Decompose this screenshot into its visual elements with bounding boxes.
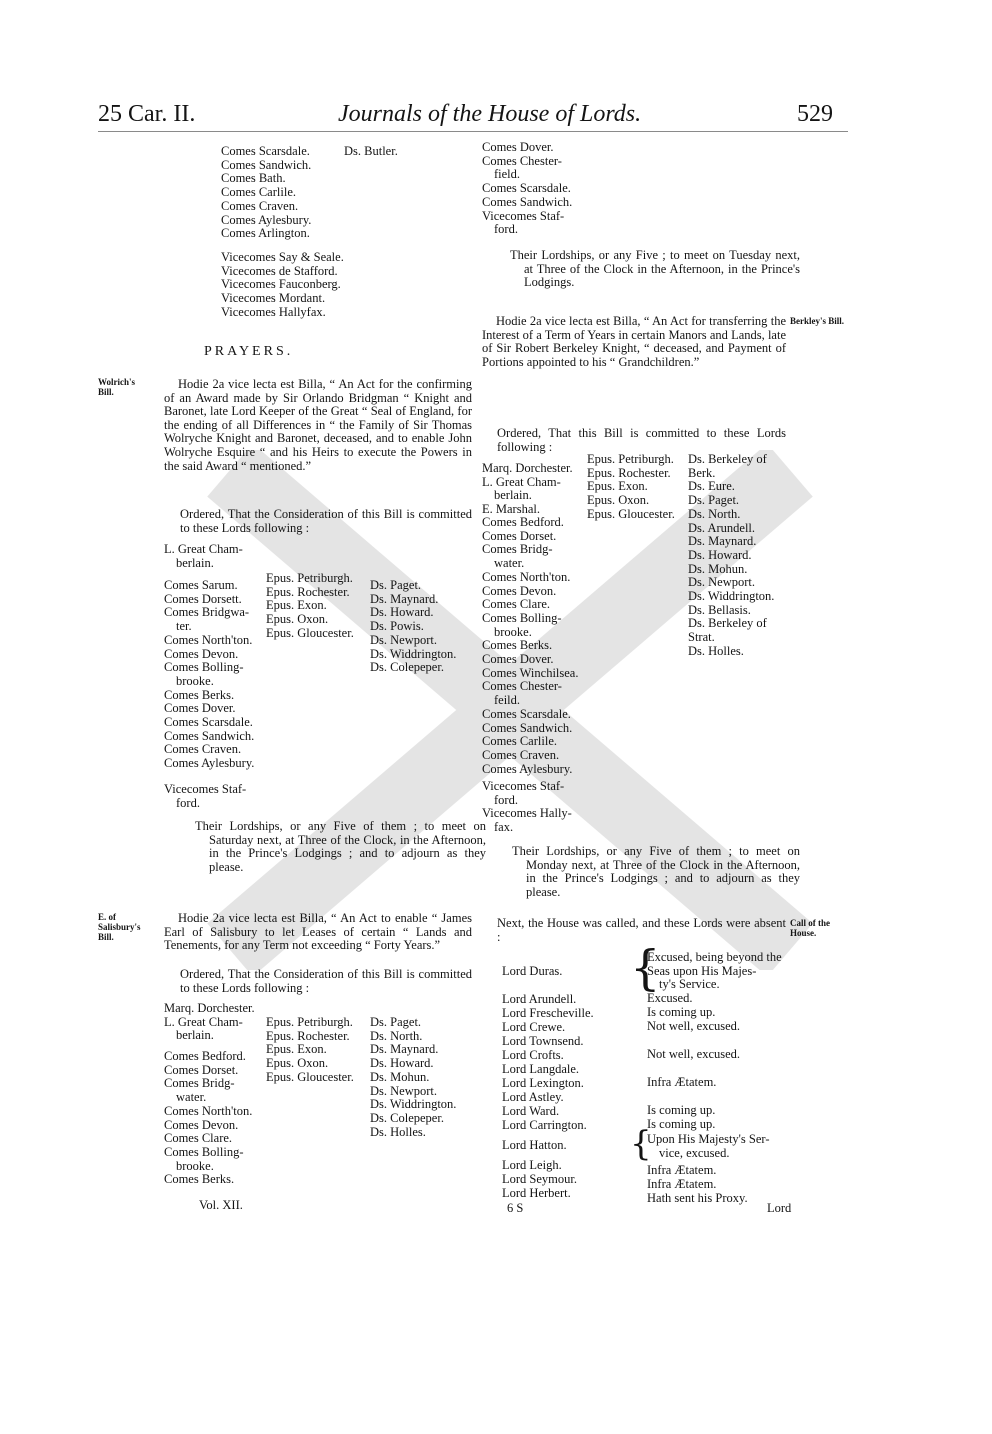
- catchword: Lord: [767, 1201, 792, 1215]
- list-item: Ds. Howard.: [688, 547, 752, 562]
- list-item: Comes Dover.: [164, 701, 236, 716]
- absent-lord: Lord Crewe.: [502, 1020, 566, 1034]
- list-item: Ds. Newport.: [370, 632, 438, 647]
- absent-lord: Lord Seymour.: [502, 1172, 577, 1186]
- list-item: Marq. Dorchester.: [164, 1001, 255, 1015]
- list-item: Comes Bolling-: [482, 610, 562, 625]
- list-item: Comes Scarsdale.: [482, 181, 571, 196]
- list-item: vice, excused.: [659, 1145, 730, 1160]
- list-item: Comes Devon.: [164, 646, 239, 661]
- list-item: Comes Bolling-: [164, 1144, 244, 1159]
- volume-footer: Vol. XII.: [199, 1198, 243, 1212]
- list-item: Comes Aylesbury.: [482, 761, 573, 776]
- list-item: Ds. Paget.: [370, 578, 422, 592]
- duras-reason: [647, 951, 782, 992]
- signature-mark: 6 S: [507, 1201, 524, 1215]
- list-item: Comes Scarsdale.: [221, 144, 310, 158]
- list-item: berlain.: [176, 1028, 214, 1043]
- absent-reason: Infra Ætatem.: [647, 1177, 717, 1191]
- list-item: Comes Dorset.: [482, 528, 557, 543]
- list1-ds: [370, 579, 456, 675]
- absent-lord: Lord Duras.: [502, 964, 563, 978]
- absent-reason: Excused.: [647, 991, 693, 1005]
- list-item: Comes Bridg-: [482, 542, 553, 557]
- absent-lord: Lord Langdale.: [502, 1062, 580, 1076]
- absent-reason: Infra Ætatem.: [647, 1163, 717, 1177]
- list-item: L. Great Cham-: [164, 542, 243, 556]
- list-item: Excused, being beyond the: [647, 950, 782, 964]
- list-item: Upon His Majesty's Ser-: [647, 1132, 770, 1146]
- list-item: Ds. Widdrington.: [370, 1097, 457, 1112]
- absent-lord: Lord Ward.: [502, 1104, 560, 1118]
- list-item: Ds. North.: [370, 1028, 423, 1043]
- list-item: Ds. Maynard.: [688, 534, 757, 549]
- list-item: Vicecomes Hallyfax.: [221, 304, 326, 319]
- list-item: water.: [494, 556, 525, 571]
- list-item: Comes North'ton.: [164, 632, 253, 647]
- list-item: Ds. Newport.: [688, 575, 756, 590]
- list-item: Strat.: [688, 630, 715, 645]
- absent-reason: Not well, excused.: [647, 1019, 741, 1033]
- absent-lord: Lord Leigh.: [502, 1158, 562, 1172]
- absent-lord: Lord Lexington.: [502, 1076, 584, 1090]
- list-item: Comes Bath.: [221, 171, 286, 186]
- absent-lord: Lord Frescheville.: [502, 1006, 594, 1020]
- list-item: Ds. Newport.: [370, 1083, 438, 1098]
- list-item: Comes Dorsett.: [164, 591, 242, 606]
- list-item: Epus. Oxon.: [266, 1056, 329, 1071]
- list-item: Comes Sandwich.: [164, 728, 255, 743]
- list-item: E. Marshal.: [482, 502, 540, 517]
- list-item: Epus. Rochester.: [266, 1028, 350, 1043]
- list-item: Comes Winchilsea.: [482, 665, 579, 680]
- list-item: Comes Sandwich.: [221, 157, 312, 172]
- absent-lord: Lord Hatton.: [502, 1138, 567, 1152]
- list-item: Epus. Rochester.: [266, 584, 350, 599]
- absent-lord: Lord Herbert.: [502, 1186, 571, 1200]
- list-item: Comes Bridgwa-: [164, 605, 250, 620]
- list-item: Comes Aylesbury.: [221, 212, 312, 227]
- list-item: Vicecomes Hally-: [482, 806, 572, 821]
- absent-lord: Lord Crofts.: [502, 1048, 564, 1062]
- list-item: L. Great Cham-: [482, 474, 561, 489]
- list-item: Epus. Rochester.: [587, 465, 671, 480]
- list-item: Comes Clare.: [482, 597, 551, 612]
- list2-ds: [370, 1016, 456, 1139]
- list-item: Epus. Exon.: [266, 1042, 327, 1057]
- list-item: Comes Craven.: [164, 742, 242, 757]
- list1-comes: [164, 579, 254, 771]
- list-item: Ds. Widdrington.: [370, 646, 457, 661]
- col2-top-list: [482, 141, 572, 237]
- meet-top: Their Lordships, or any Five ; to meet on Tuesday next, at Three of the Clock in the Afternoon, in the Prince's Lodgings.: [510, 248, 800, 290]
- list2-epus: [266, 1016, 354, 1085]
- list-item: brooke.: [494, 624, 532, 639]
- list-item: Comes Craven.: [221, 198, 299, 213]
- list-item: feild.: [494, 693, 521, 708]
- margin-note-wolrich: Wolrich's Bill.: [98, 377, 136, 397]
- header-rule: [98, 131, 848, 132]
- list2-first: [164, 1002, 255, 1043]
- absent-reason: Is coming up.: [647, 1005, 716, 1019]
- list-item: Epus. Exon.: [266, 598, 327, 613]
- list-item: Comes Bedford.: [482, 515, 564, 529]
- margin-note-salisbury: E. of Salisbury's Bill.: [98, 912, 141, 942]
- list-item: Vicecomes Say & Seale.: [221, 250, 344, 264]
- list-item: Ds. Berkeley of: [688, 452, 767, 466]
- list-item: Comes Bridg-: [164, 1076, 235, 1091]
- list3-epus: [587, 453, 675, 522]
- list-item: Vicecomes Staf-: [164, 782, 247, 796]
- absent-reason: Is coming up.: [647, 1103, 716, 1117]
- list-item: Marq. Dorchester.: [482, 461, 573, 475]
- list-item: Comes Sandwich.: [482, 720, 573, 735]
- list-item: Comes North'ton.: [482, 569, 571, 584]
- list3-vice: [482, 780, 572, 835]
- list-item: Comes Berks.: [164, 687, 235, 702]
- list-item: Comes Scarsdale.: [164, 715, 253, 730]
- list1-first: [164, 543, 243, 570]
- list3-first: [482, 462, 573, 517]
- list-item: Ds. Maynard.: [370, 591, 439, 606]
- list-item: Comes Clare.: [164, 1131, 233, 1146]
- ordered-berkley: Ordered, That this Bill is committed to these Lords following :: [497, 426, 786, 454]
- list1-epus: [266, 572, 354, 641]
- list-item: Ds. North.: [688, 506, 741, 521]
- list-item: Comes Chester-: [482, 679, 562, 694]
- list-item: ty's Service.: [659, 977, 720, 992]
- col1-top-comes: [221, 145, 311, 241]
- meet-wolrich: Their Lordships, or any Five of them ; to meet on Saturday next, at Three of the Clock, in the Afternoon, in the Prince's Lodgings ; and to adjourn as they please.: [195, 819, 486, 874]
- list-item: ford.: [494, 792, 518, 807]
- absent-reason: Is coming up.: [647, 1117, 716, 1131]
- list-item: Comes Chester-: [482, 153, 562, 168]
- absent-lord: Lord Townsend.: [502, 1034, 584, 1048]
- list-item: L. Great Cham-: [164, 1014, 243, 1029]
- absent-reason: Infra Ætatem.: [647, 1075, 717, 1089]
- list2-comes: [164, 1050, 252, 1187]
- list-item: Epus. Gloucester.: [266, 1069, 354, 1084]
- header-left: 25 Car. II.: [98, 101, 196, 127]
- list-item: Ds. Holles.: [370, 1124, 426, 1139]
- list-item: Ds. Mohun.: [688, 561, 748, 576]
- list-item: Comes North'ton.: [164, 1103, 253, 1118]
- list-item: Comes Berks.: [482, 638, 553, 653]
- para-wolrich-bill: Hodie 2a vice lecta est Billa, “ An Act for the confirming of an Award made by Sir Orlando Bridgman “ Knight and Baronet, late Lord Keeper of the Great “ Seal of England, for the ending of all Differences in “ the Family of Sir Thomas Wolryche Knight and Baronet, deceased, and to enable John Wolryche Esquire “ and his Heirs to execute the Powers in the said Award “ mentioned.”: [164, 377, 472, 473]
- list-item: berlain.: [176, 555, 214, 570]
- list3-ds: [688, 453, 774, 659]
- absent-lord: Lord Carrington.: [502, 1118, 587, 1132]
- list-item: Comes Craven.: [482, 747, 560, 762]
- list-item: Comes Sarum.: [164, 578, 238, 592]
- margin-note-berkley: Berkley's Bill.: [790, 316, 844, 326]
- page-number: 529: [797, 101, 833, 127]
- list-item: Ds. Howard.: [370, 605, 434, 620]
- list-item: Comes Berks.: [164, 1172, 235, 1187]
- list-item: Comes Bedford.: [164, 1049, 246, 1063]
- brace-duras: {: [630, 940, 661, 996]
- hatton-reason: [647, 1133, 769, 1160]
- list-item: Seas upon His Majes-: [647, 963, 757, 978]
- list-item: Comes Dorset.: [164, 1062, 239, 1077]
- list-item: Ds. Paget.: [370, 1015, 422, 1029]
- list-item: water.: [176, 1090, 207, 1105]
- list-item: field.: [494, 167, 521, 182]
- list-item: Ds. Colepeper.: [370, 1110, 444, 1125]
- page-title: Journals of the House of Lords.: [338, 101, 642, 127]
- list-item: Ds. Maynard.: [370, 1042, 439, 1057]
- absent-reason: Not well, excused.: [647, 1047, 741, 1061]
- list-item: Comes Carlile.: [482, 734, 557, 749]
- list-item: Ds. Holles.: [688, 643, 744, 658]
- call-of-house: Next, the House was called, and these Lords were absent :: [497, 916, 786, 944]
- absent-lord: Lord Astley.: [502, 1090, 564, 1104]
- list-item: Epus. Gloucester.: [587, 506, 675, 521]
- list-item: brooke.: [176, 1158, 214, 1173]
- list-item: Ds. Widdrington.: [688, 589, 775, 604]
- list-item: berlain.: [494, 488, 532, 503]
- col1-top-ds: Ds. Butler.: [344, 144, 398, 158]
- list-item: Ds. Powis.: [370, 619, 424, 634]
- list-item: ford.: [494, 222, 518, 237]
- list-item: Epus. Gloucester.: [266, 625, 354, 640]
- list-item: Vicecomes Staf-: [482, 779, 565, 793]
- margin-note-call: Call of the House.: [790, 918, 830, 938]
- list-item: Comes Carlile.: [221, 185, 296, 200]
- list3-comes: [482, 516, 578, 776]
- list-item: Comes Bolling-: [164, 660, 244, 675]
- para-salisbury-bill: Hodie 2a vice lecta est Billa, “ An Act to enable “ James Earl of Salisbury to let Leases of certain “ Lands and Tenements, for any Term not exceeding “ Forty Years.”: [164, 911, 472, 953]
- list-item: Vicecomes Fauconberg.: [221, 277, 341, 292]
- list-item: Epus. Petriburgh.: [266, 571, 353, 585]
- list-item: Ds. Colepeper.: [370, 660, 444, 675]
- list-item: Comes Devon.: [482, 583, 557, 598]
- list-item: Vicecomes de Stafford.: [221, 263, 338, 278]
- list-item: Ds. Berkeley of: [688, 616, 767, 631]
- list-item: Vicecomes Mordant.: [221, 291, 326, 306]
- list-item: Comes Sandwich.: [482, 194, 573, 209]
- brace-hatton: {: [630, 1124, 652, 1164]
- list-item: Comes Devon.: [164, 1117, 239, 1132]
- list-item: brooke.: [176, 673, 214, 688]
- absent-lord: Lord Arundell.: [502, 992, 577, 1006]
- list-item: Vicecomes Staf-: [482, 208, 565, 223]
- list-item: Comes Arlington.: [221, 226, 310, 241]
- list-item: Ds. Eure.: [688, 479, 735, 494]
- list-item: Comes Aylesbury.: [164, 756, 255, 771]
- list-item: Epus. Oxon.: [587, 493, 650, 508]
- list-item: Comes Dover.: [482, 140, 554, 154]
- ordered-salisbury: Ordered, That the Consideration of this Bill is committed to these Lords following :: [180, 967, 472, 995]
- para-berkley-bill: Hodie 2a vice lecta est Billa, “ An Act for transferring the Interest of a Term of Years in certain Manors and Lands, late of Sir Robert Berkeley Knight, “ deceased, and Payment of Portions appointed to his “ Grandchildren.”: [482, 314, 786, 369]
- list-item: Ds. Mohun.: [370, 1069, 430, 1084]
- list-item: Epus. Oxon.: [266, 612, 329, 627]
- ordered-wolrich: Ordered, That the Consideration of this Bill is committed to these Lords following :: [180, 507, 472, 535]
- col1-top-vice: [221, 251, 344, 320]
- list-item: Ds. Paget.: [688, 493, 740, 508]
- list-item: ter.: [176, 619, 192, 634]
- list-item: Epus. Exon.: [587, 479, 648, 494]
- list-item: Comes Scarsdale.: [482, 706, 571, 721]
- list-item: Berk.: [688, 465, 716, 480]
- list-item: ford.: [176, 795, 200, 810]
- list-item: Ds. Arundell.: [688, 520, 756, 535]
- list-item: Epus. Petriburgh.: [266, 1015, 353, 1029]
- list-item: fax.: [494, 820, 514, 835]
- list-item: Ds. Howard.: [370, 1056, 434, 1071]
- absent-reason: Hath sent his Proxy.: [647, 1191, 748, 1205]
- list-item: Epus. Petriburgh.: [587, 452, 674, 466]
- list1-vice: [164, 783, 246, 810]
- prayers-heading: PRAYERS.: [204, 344, 294, 359]
- meet-berkley: Their Lordships, or any Five of them ; to meet on Monday next, at Three of the Clock in the Afternoon, in the Prince's Lodgings ; and to adjourn as they please.: [512, 844, 800, 899]
- list-item: Comes Dover.: [482, 652, 554, 667]
- list-item: Ds. Bellasis.: [688, 602, 751, 617]
